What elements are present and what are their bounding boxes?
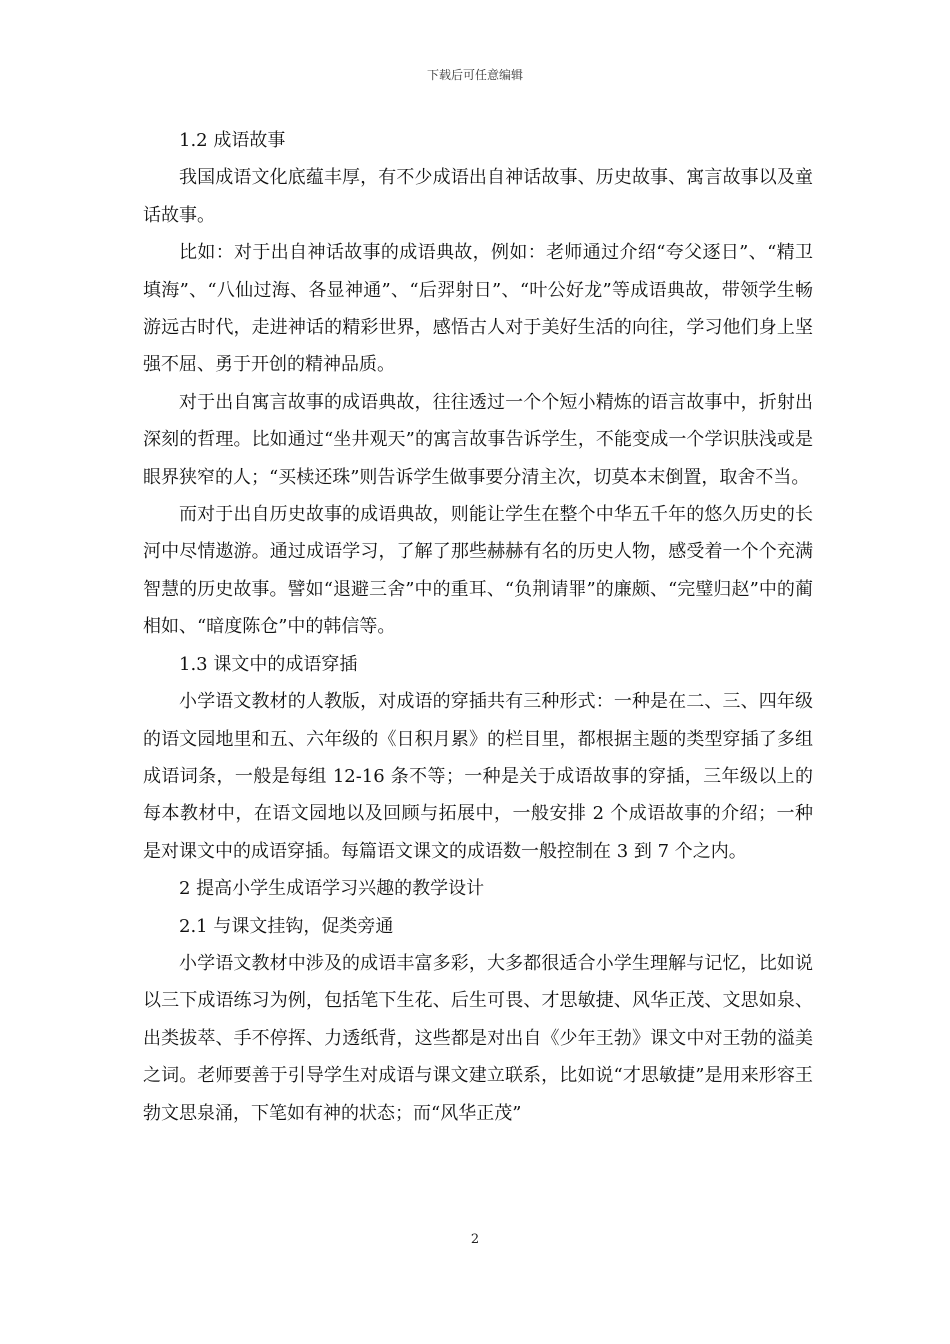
paragraph: 比如：对于出自神话故事的成语典故，例如：老师通过介绍“夸父逐日”、“精卫填海”、“八仙过海、各显神通”、“后羿射日”、“叶公好龙”等成语典故，带领学生畅游远古时代，走进神话的精彩世界，感悟古人对于美好生活的向往，学习他们身上坚强不屈、勇于开创的精神品质。 (143, 242, 813, 376)
paragraph: 对于出自寓言故事的成语典故，往往透过一个个短小精炼的语言故事中，折射出深刻的哲理。比如通过“坐井观天”的寓言故事告诉学生，不能变成一个学识肤浅或是眼界狭窄的人；“买椟还珠”则告诉学生做事要分清主次，切莫本末倒置，取舍不当。 (143, 391, 813, 488)
paragraph: 我国成语文化底蕴丰厚，有不少成语出自神话故事、历史故事、寓言故事以及童话故事。 (143, 167, 813, 226)
paragraph: 小学语文教材的人教版，对成语的穿插共有三种形式：一种是在二、三、四年级的语文园地里和五、六年级的《日积月累》的栏目里，都根据主题的类型穿插了多组成语词条，一般是每组 12-16 条不等；一种是关于成语故事的穿插，三年级以上的每本教材中，在语文园地以及回顾与拓展中，一般安排 2 个成语故事的介绍；一种是对课文中的成语穿插。每篇语文课文的成语数一般控制在 3 到 7 个之内。 (143, 691, 813, 862)
section-heading-2-1: 2.1 与课文挂钩，促类旁通 (179, 915, 394, 937)
page-number: 2 (470, 1232, 480, 1247)
paragraph: 而对于出自历史故事的成语典故，则能让学生在整个中华五千年的悠久历史的长河中尽情遨游。通过成语学习，了解了那些赫赫有名的历史人物，感受着一个个充满智慧的历史故事。譬如“退避三舍”中的重耳、“负荆请罪”的廉颇、“完璧归赵”中的蔺相如、“暗度陈仓”中的韩信等。 (143, 504, 813, 638)
section-heading-2: 2 提高小学生成语学习兴趣的教学设计 (179, 878, 485, 900)
page-header: 下载后可任意编辑 (426, 68, 523, 82)
section-heading-1-3: 1.3 课文中的成语穿插 (179, 653, 358, 675)
document-body (143, 122, 813, 1132)
section-heading-1-2: 1.2 成语故事 (179, 130, 286, 151)
paragraph: 小学语文教材中涉及的成语丰富多彩，大多都很适合小学生理解与记忆，比如说以三下成语练习为例，包括笔下生花、后生可畏、才思敏捷、风华正茂、文思如泉、出类拔萃、手不停挥、力透纸背，这些都是对出自《少年王勃》课文中对王勃的溢美之词。老师要善于引导学生对成语与课文建立联系，比如说“才思敏捷”是用来形容王勃文思泉涌，下笔如有神的状态；而“风华正茂” (143, 952, 813, 1124)
